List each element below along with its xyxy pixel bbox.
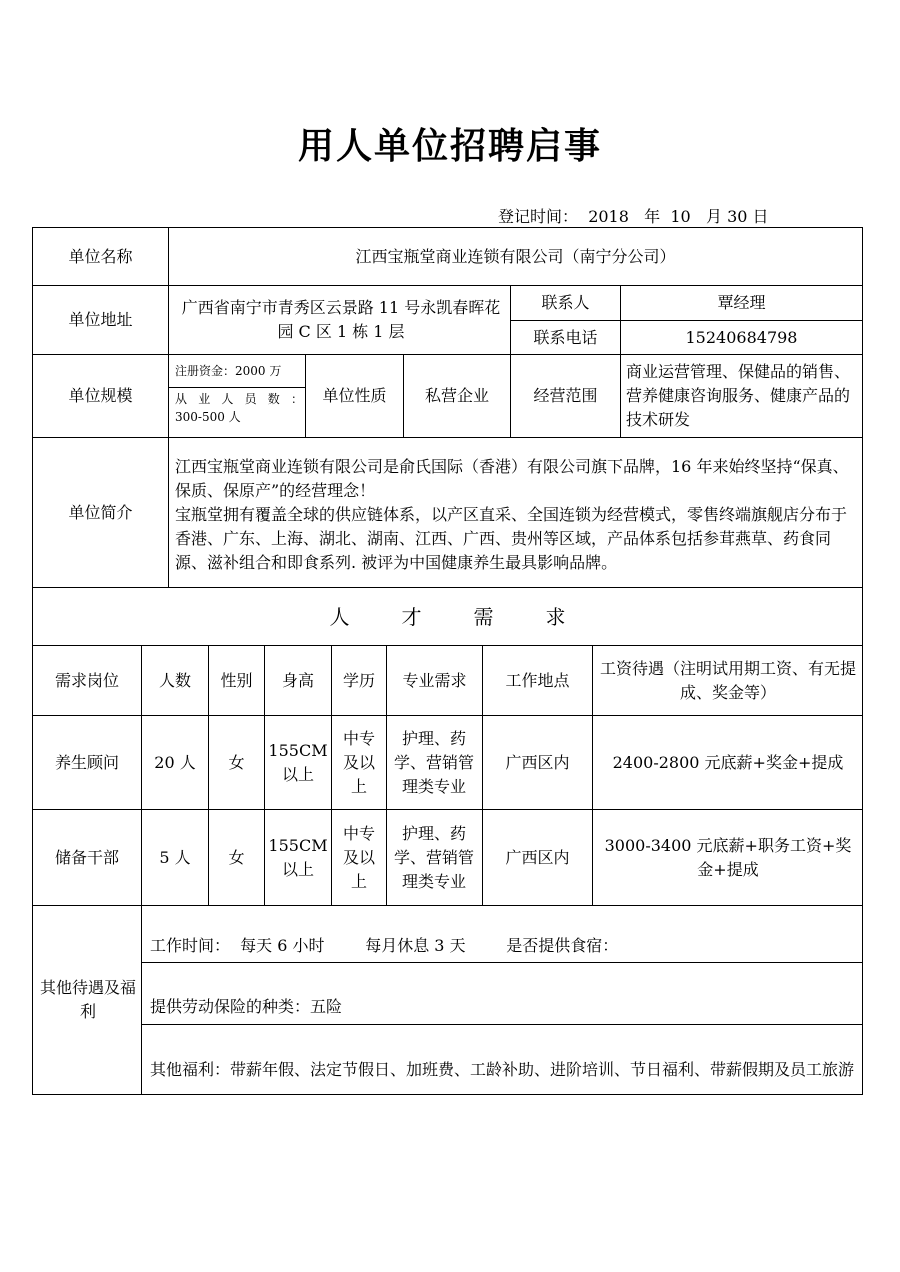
day-unit: 日 (752, 207, 769, 226)
row2-height: 155CM 以上 (268, 835, 328, 879)
header-major: 专业需求 (402, 670, 467, 690)
registration-day: 30 (727, 207, 748, 226)
registration-month: 10 (670, 207, 691, 226)
col-divider (592, 645, 593, 905)
intro-text (175, 455, 859, 585)
scale-label: 单位规模 (68, 386, 133, 405)
address-label: 单位地址 (68, 310, 133, 329)
row1-height: 155CM 以上 (268, 740, 328, 784)
row-divider (141, 962, 863, 963)
registration-label: 登记时间： (498, 207, 579, 226)
intro-paragraph-2: 宝瓶堂拥有覆盖全球的供应链体系，以产区直采、全国连锁为经营模式，零售终端旗舰店分布于香港、广东、上海、湖北、湖南、江西、广西、贵州等区域，产品体系包括参茸燕草、药食同源、滋补组合和即食系列. 被评为中国健康养生最具影响品牌。 (175, 505, 848, 572)
row2-gender: 女 (228, 847, 245, 867)
row2-count: 5 人 (159, 847, 191, 867)
year-unit: 年 (644, 207, 661, 226)
row1-count: 20 人 (154, 752, 196, 772)
work-time: 工作时间： 每天 6 小时 每月休息 3 天 是否提供食宿： (150, 936, 619, 955)
scope-value: 商业运营管理、保健品的销售、营养健康咨询服务、健康产品的技术研发 (626, 362, 851, 429)
header-location: 工作地点 (505, 670, 570, 690)
company-name-label: 单位名称 (68, 246, 133, 266)
address-value: 广西省南宁市青秀区云景路 11 号永凯春晖花园 C 区 1 栋 1 层 (181, 298, 501, 341)
phone-label: 联系电话 (533, 327, 598, 347)
staff-label: 从 业 人 员 数 ： (175, 392, 303, 406)
row-divider (141, 1024, 863, 1025)
contact-value: 覃经理 (717, 293, 766, 312)
row2-major: 护理、药学、营销管理类专业 (393, 823, 474, 891)
capital-value: 注册资金：2000 万 (175, 364, 282, 378)
header-height: 身高 (281, 670, 314, 690)
row-divider (32, 905, 863, 906)
insurance-type: 提供劳动保险的种类：五险 (150, 997, 343, 1016)
page-title: 用人单位招聘启事 (297, 126, 602, 167)
month-unit: 月 (705, 207, 722, 226)
talent-char-2: 才 (401, 604, 422, 629)
benefits-label: 其他待遇及福利 (40, 978, 137, 1021)
registration-year: 2018 (588, 207, 629, 226)
row2-location: 广西区内 (505, 847, 570, 867)
row1-location: 广西区内 (505, 752, 570, 772)
talent-heading (33, 588, 862, 645)
border-right (862, 227, 863, 1095)
row1-gender: 女 (228, 752, 245, 772)
header-education: 学历 (342, 670, 375, 690)
header-salary: 工资待遇（注明试用期工资、有无提成、奖金等） (599, 658, 856, 702)
nature-value: 私营企业 (424, 386, 489, 405)
header-gender: 性别 (220, 670, 253, 690)
row1-major: 护理、药学、营销管理类专业 (393, 728, 474, 796)
talent-char-4: 求 (545, 604, 566, 629)
staff-count (175, 390, 303, 436)
header-count: 人数 (158, 670, 191, 690)
row2-education: 中专及以上 (342, 823, 375, 891)
row1-position: 养生顾问 (54, 752, 119, 772)
company-name: 江西宝瓶堂商业连锁有限公司（南宁分公司） (355, 246, 676, 266)
row1-salary: 2400-2800 元底薪+奖金+提成 (612, 752, 844, 772)
registration-date (498, 204, 769, 227)
scale-divider (168, 387, 305, 388)
nature-label: 单位性质 (322, 386, 387, 405)
talent-char-3: 需 (473, 604, 494, 629)
col-divider (141, 905, 142, 1095)
border-bottom (32, 1094, 863, 1095)
phone-value: 15240684798 (685, 327, 798, 347)
row2-salary: 3000-3400 元底薪+职务工资+奖金+提成 (604, 835, 852, 879)
header-position: 需求岗位 (54, 670, 119, 690)
row1-education: 中专及以上 (342, 728, 375, 796)
scope-label: 经营范围 (533, 386, 598, 405)
other-benefits: 其他福利：带薪年假、法定节假日、加班费、工龄补助、进阶培训、节日福利、带薪假期及员工旅游 (150, 1059, 855, 1079)
intro-paragraph-1: 江西宝瓶堂商业连锁有限公司是俞氏国际（香港）有限公司旗下品牌，16 年来始终坚持“保真、保质、保原产”的经营理念！ (175, 457, 849, 500)
intro-label: 单位简介 (68, 502, 133, 522)
contact-label: 联系人 (541, 293, 590, 312)
row2-position: 储备干部 (54, 847, 119, 867)
talent-char-1: 人 (329, 604, 350, 629)
staff-value: 300-500 人 (175, 410, 241, 424)
